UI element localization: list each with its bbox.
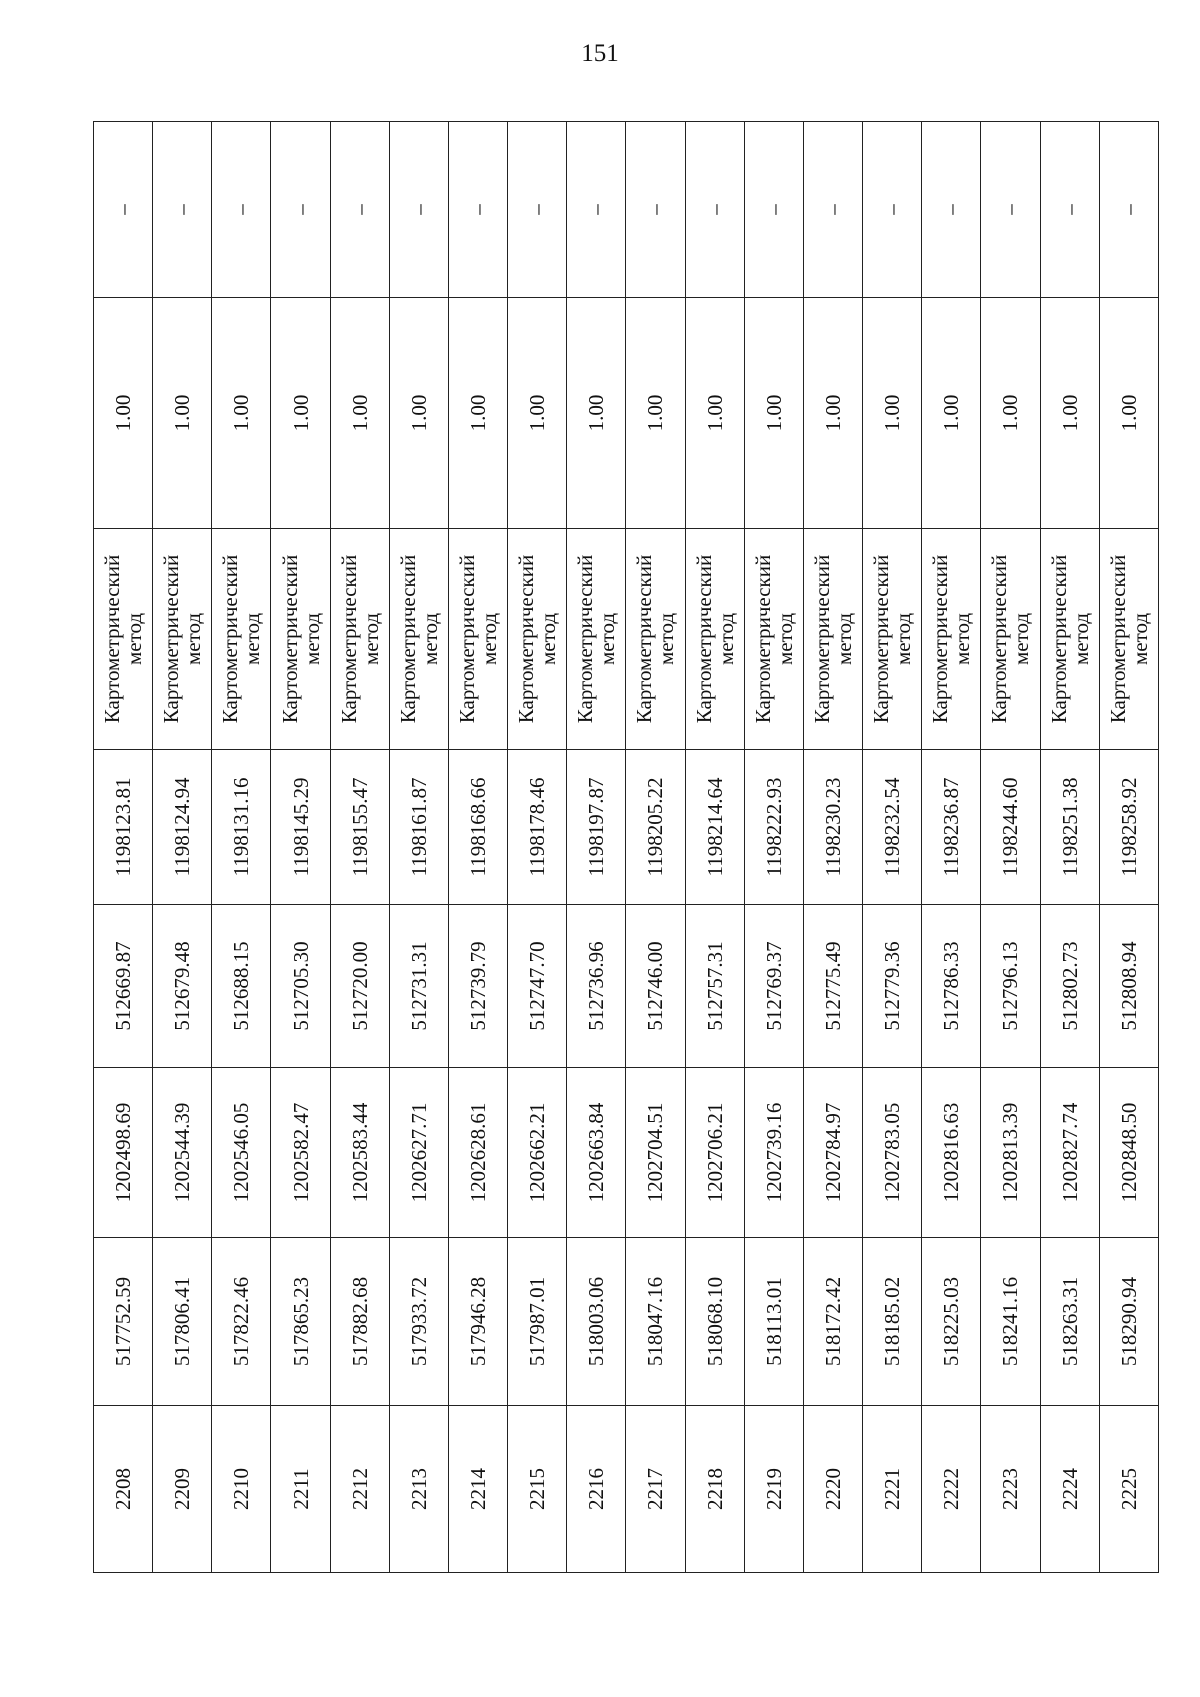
x-coordinate-alt-cell: 512736.96: [567, 905, 626, 1068]
y-coordinate-cell: 1202816.63: [922, 1068, 981, 1238]
y-coordinate-cell: 1202628.61: [448, 1068, 507, 1238]
y-coordinate-alt-cell: 1198244.60: [981, 750, 1040, 905]
note-cell: –: [212, 122, 271, 298]
point-number-cell: 2224: [1040, 1406, 1099, 1573]
note-cell: –: [685, 122, 744, 298]
method-cell: Картометрический метод: [448, 529, 507, 750]
x-coordinate-alt-cell: 512679.48: [153, 905, 212, 1068]
table-row: [922, 122, 981, 1573]
table-row: [626, 122, 685, 1573]
y-coordinate-cell: 1202848.50: [1099, 1068, 1158, 1238]
y-coordinate-alt-cell: 1198197.87: [567, 750, 626, 905]
y-coordinate-alt-cell: 1198123.81: [94, 750, 153, 905]
rotated-table-wrapper: [93, 122, 1159, 1573]
accuracy-cell: 1.00: [744, 298, 803, 529]
x-coordinate-alt-cell: 512802.73: [1040, 905, 1099, 1068]
note-cell: –: [1040, 122, 1099, 298]
y-coordinate-alt-cell: 1198258.92: [1099, 750, 1158, 905]
accuracy-cell: 1.00: [685, 298, 744, 529]
x-coordinate-cell: 518290.94: [1099, 1238, 1158, 1406]
y-coordinate-cell: 1202627.71: [389, 1068, 448, 1238]
accuracy-cell: 1.00: [626, 298, 685, 529]
x-coordinate-alt-cell: 512757.31: [685, 905, 744, 1068]
method-cell: Картометрический метод: [922, 529, 981, 750]
point-number-cell: 2209: [153, 1406, 212, 1573]
accuracy-cell: 1.00: [981, 298, 1040, 529]
y-coordinate-cell: 1202582.47: [271, 1068, 330, 1238]
y-coordinate-cell: 1202498.69: [94, 1068, 153, 1238]
point-number-cell: 2210: [212, 1406, 271, 1573]
accuracy-cell: 1.00: [1040, 298, 1099, 529]
table-row: [448, 122, 507, 1573]
table-row: [981, 122, 1040, 1573]
x-coordinate-alt-cell: 512705.30: [271, 905, 330, 1068]
y-coordinate-cell: 1202663.84: [567, 1068, 626, 1238]
x-coordinate-alt-cell: 512796.13: [981, 905, 1040, 1068]
note-cell: –: [94, 122, 153, 298]
point-number-cell: 2220: [803, 1406, 862, 1573]
accuracy-cell: 1.00: [271, 298, 330, 529]
note-cell: –: [744, 122, 803, 298]
method-cell: Картометрический метод: [94, 529, 153, 750]
y-coordinate-alt-cell: 1198161.87: [389, 750, 448, 905]
note-cell: –: [567, 122, 626, 298]
table-row: [803, 122, 862, 1573]
y-coordinate-cell: 1202813.39: [981, 1068, 1040, 1238]
y-coordinate-cell: 1202662.21: [508, 1068, 567, 1238]
table-row: [153, 122, 212, 1573]
y-coordinate-cell: 1202583.44: [330, 1068, 389, 1238]
y-coordinate-cell: 1202827.74: [1040, 1068, 1099, 1238]
x-coordinate-alt-cell: 512786.33: [922, 905, 981, 1068]
note-cell: –: [508, 122, 567, 298]
point-number-cell: 2219: [744, 1406, 803, 1573]
note-cell: –: [863, 122, 922, 298]
point-number-cell: 2211: [271, 1406, 330, 1573]
table-body: [94, 122, 1159, 1573]
x-coordinate-cell: 517865.23: [271, 1238, 330, 1406]
table-row: [863, 122, 922, 1573]
note-cell: –: [803, 122, 862, 298]
x-coordinate-cell: 517933.72: [389, 1238, 448, 1406]
method-cell: Картометрический метод: [863, 529, 922, 750]
table-row: [744, 122, 803, 1573]
x-coordinate-cell: 518172.42: [803, 1238, 862, 1406]
y-coordinate-alt-cell: 1198145.29: [271, 750, 330, 905]
point-number-cell: 2218: [685, 1406, 744, 1573]
method-cell: Картометрический метод: [1099, 529, 1158, 750]
accuracy-cell: 1.00: [567, 298, 626, 529]
accuracy-cell: 1.00: [1099, 298, 1158, 529]
page-number: 151: [581, 40, 619, 67]
point-number-cell: 2223: [981, 1406, 1040, 1573]
y-coordinate-cell: 1202706.21: [685, 1068, 744, 1238]
method-cell: Картометрический метод: [626, 529, 685, 750]
table-row: [389, 122, 448, 1573]
x-coordinate-cell: 517822.46: [212, 1238, 271, 1406]
x-coordinate-alt-cell: 512747.70: [508, 905, 567, 1068]
accuracy-cell: 1.00: [330, 298, 389, 529]
accuracy-cell: 1.00: [153, 298, 212, 529]
table-row: [271, 122, 330, 1573]
y-coordinate-cell: 1202546.05: [212, 1068, 271, 1238]
accuracy-cell: 1.00: [922, 298, 981, 529]
point-number-cell: 2212: [330, 1406, 389, 1573]
table-row: [1099, 122, 1158, 1573]
method-cell: Картометрический метод: [685, 529, 744, 750]
x-coordinate-alt-cell: 512808.94: [1099, 905, 1158, 1068]
y-coordinate-alt-cell: 1198230.23: [803, 750, 862, 905]
note-cell: –: [1099, 122, 1158, 298]
point-number-cell: 2208: [94, 1406, 153, 1573]
x-coordinate-cell: 518047.16: [626, 1238, 685, 1406]
point-number-cell: 2225: [1099, 1406, 1158, 1573]
x-coordinate-cell: 517987.01: [508, 1238, 567, 1406]
y-coordinate-alt-cell: 1198222.93: [744, 750, 803, 905]
x-coordinate-cell: 518003.06: [567, 1238, 626, 1406]
x-coordinate-alt-cell: 512669.87: [94, 905, 153, 1068]
table-row: [94, 122, 153, 1573]
y-coordinate-alt-cell: 1198232.54: [863, 750, 922, 905]
x-coordinate-cell: 518263.31: [1040, 1238, 1099, 1406]
y-coordinate-alt-cell: 1198131.16: [212, 750, 271, 905]
note-cell: –: [271, 122, 330, 298]
x-coordinate-alt-cell: 512720.00: [330, 905, 389, 1068]
x-coordinate-alt-cell: 512739.79: [448, 905, 507, 1068]
y-coordinate-cell: 1202783.05: [863, 1068, 922, 1238]
table-row: [330, 122, 389, 1573]
point-number-cell: 2216: [567, 1406, 626, 1573]
y-coordinate-cell: 1202739.16: [744, 1068, 803, 1238]
method-cell: Картометрический метод: [803, 529, 862, 750]
x-coordinate-cell: 518113.01: [744, 1238, 803, 1406]
x-coordinate-cell: 517752.59: [94, 1238, 153, 1406]
note-cell: –: [922, 122, 981, 298]
point-number-cell: 2213: [389, 1406, 448, 1573]
y-coordinate-alt-cell: 1198236.87: [922, 750, 981, 905]
method-cell: Картометрический метод: [744, 529, 803, 750]
method-cell: Картометрический метод: [212, 529, 271, 750]
accuracy-cell: 1.00: [863, 298, 922, 529]
y-coordinate-alt-cell: 1198214.64: [685, 750, 744, 905]
point-number-cell: 2217: [626, 1406, 685, 1573]
point-number-cell: 2222: [922, 1406, 981, 1573]
y-coordinate-cell: 1202704.51: [626, 1068, 685, 1238]
point-number-cell: 2214: [448, 1406, 507, 1573]
table-row: [1040, 122, 1099, 1573]
accuracy-cell: 1.00: [508, 298, 567, 529]
accuracy-cell: 1.00: [448, 298, 507, 529]
x-coordinate-cell: 517806.41: [153, 1238, 212, 1406]
note-cell: –: [981, 122, 1040, 298]
note-cell: –: [626, 122, 685, 298]
method-cell: Картометрический метод: [508, 529, 567, 750]
accuracy-cell: 1.00: [389, 298, 448, 529]
method-cell: Картометрический метод: [567, 529, 626, 750]
method-cell: Картометрический метод: [389, 529, 448, 750]
x-coordinate-cell: 517946.28: [448, 1238, 507, 1406]
note-cell: –: [153, 122, 212, 298]
x-coordinate-alt-cell: 512779.36: [863, 905, 922, 1068]
x-coordinate-cell: 517882.68: [330, 1238, 389, 1406]
note-cell: –: [448, 122, 507, 298]
point-number-cell: 2221: [863, 1406, 922, 1573]
y-coordinate-alt-cell: 1198205.22: [626, 750, 685, 905]
x-coordinate-alt-cell: 512746.00: [626, 905, 685, 1068]
method-cell: Картометрический метод: [981, 529, 1040, 750]
y-coordinate-alt-cell: 1198178.46: [508, 750, 567, 905]
table-row: [212, 122, 271, 1573]
y-coordinate-cell: 1202544.39: [153, 1068, 212, 1238]
x-coordinate-alt-cell: 512731.31: [389, 905, 448, 1068]
coordinates-table: [93, 121, 1159, 1573]
table-row: [567, 122, 626, 1573]
method-cell: Картометрический метод: [153, 529, 212, 750]
accuracy-cell: 1.00: [212, 298, 271, 529]
y-coordinate-cell: 1202784.97: [803, 1068, 862, 1238]
accuracy-cell: 1.00: [803, 298, 862, 529]
x-coordinate-cell: 518185.02: [863, 1238, 922, 1406]
y-coordinate-alt-cell: 1198155.47: [330, 750, 389, 905]
table-row: [685, 122, 744, 1573]
y-coordinate-alt-cell: 1198251.38: [1040, 750, 1099, 905]
method-cell: Картометрический метод: [271, 529, 330, 750]
note-cell: –: [389, 122, 448, 298]
accuracy-cell: 1.00: [94, 298, 153, 529]
x-coordinate-cell: 518068.10: [685, 1238, 744, 1406]
y-coordinate-alt-cell: 1198124.94: [153, 750, 212, 905]
method-cell: Картометрический метод: [1040, 529, 1099, 750]
x-coordinate-cell: 518241.16: [981, 1238, 1040, 1406]
x-coordinate-cell: 518225.03: [922, 1238, 981, 1406]
x-coordinate-alt-cell: 512775.49: [803, 905, 862, 1068]
x-coordinate-alt-cell: 512769.37: [744, 905, 803, 1068]
y-coordinate-alt-cell: 1198168.66: [448, 750, 507, 905]
x-coordinate-alt-cell: 512688.15: [212, 905, 271, 1068]
method-cell: Картометрический метод: [330, 529, 389, 750]
point-number-cell: 2215: [508, 1406, 567, 1573]
note-cell: –: [330, 122, 389, 298]
table-row: [508, 122, 567, 1573]
